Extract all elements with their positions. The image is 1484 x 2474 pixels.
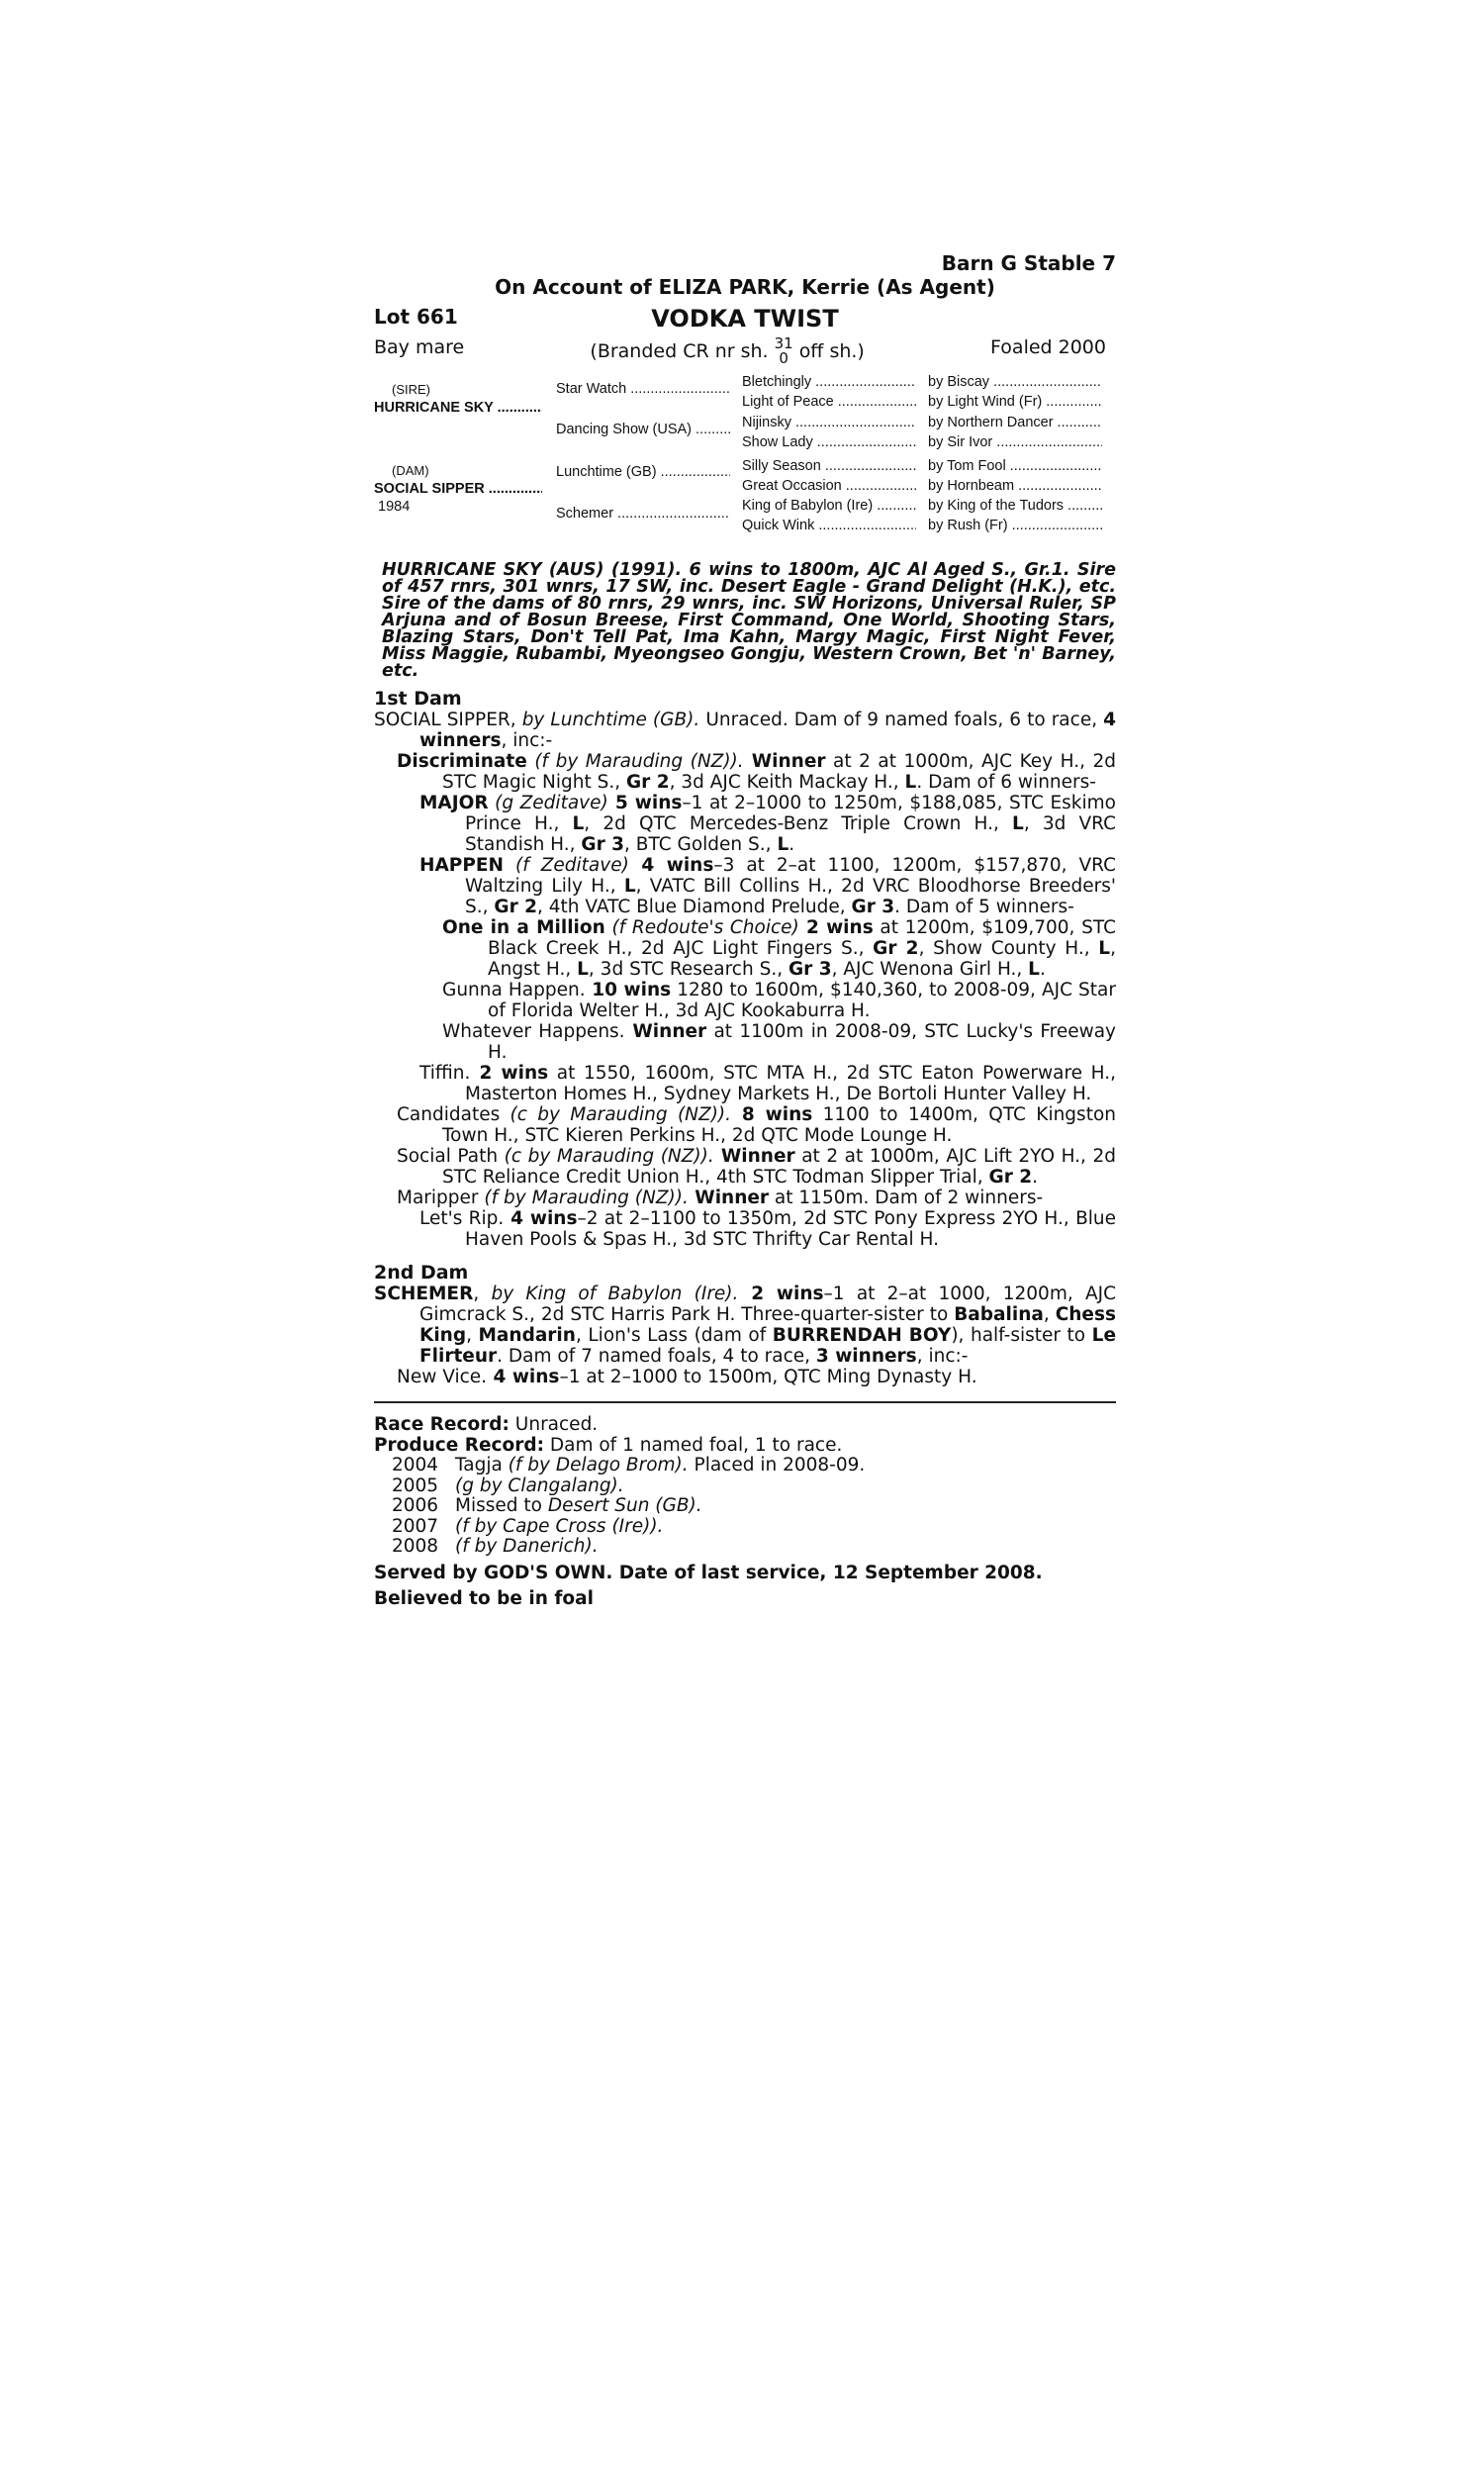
dam-sire: Lunchtime (GB) ..... — [556, 464, 730, 480]
gen3-5: Silly Season ..... — [742, 458, 916, 474]
produce-row: 2004 Tagja (f by Delago Brom). Placed in 2008-09. — [392, 1455, 866, 1475]
gen4-6: by Hornbeam ..... — [928, 478, 1102, 494]
gen3-2: Light of Peace ..... — [742, 394, 916, 410]
gen3-3: Nijinsky ..... — [742, 415, 916, 430]
progeny-entry: Gunna Happen. 10 wins 1280 to 1600m, $140,360, to 2008-09, AJC Star of Florida Welter H., 3d AJC Kookaburra H. — [442, 980, 1116, 1021]
gen3-8: Quick Wink ..... — [742, 518, 916, 533]
lot-number: Lot 661 — [374, 305, 458, 329]
brand-number — [775, 336, 793, 366]
barn-stable: Barn G Stable 7 — [941, 251, 1116, 275]
gen3-1: Bletchingly ..... — [742, 374, 916, 390]
foaled-year: Foaled 2000 — [990, 336, 1106, 358]
dam-entry: SCHEMER, by King of Babylon (Ire). 2 wins–1 at 2–at 1000, 1200m, AJC Gimcrack S., 2d STC Harris Park H. Three-quarter-sister to Babalina, Chess King, Mandarin, Lion's Lass (dam of BURRENDAH BOY), half-sister to Le Flirteur. Dam of 7 named foals, 4 to race, 3 winners, inc:- — [374, 1284, 1117, 1367]
dam-name-text: SOCIAL SIPPER — [374, 481, 485, 497]
gen4-7: by King of the Tudors ..... — [928, 498, 1102, 514]
gen4-1: by Biscay ..... — [928, 374, 1102, 390]
progeny-entry: Discriminate (f by Marauding (NZ)). Winner at 2 at 1000m, AJC Key H., 2d STC Magic Night S., Gr 2, 3d AJC Keith Mackay H., L. Dam of 6 winners- — [397, 751, 1117, 793]
horse-details — [374, 336, 1116, 366]
sire-tag: (SIRE) — [392, 382, 430, 397]
race-record: Race Record: Unraced. — [374, 1414, 599, 1435]
horse-color-sex: Bay mare — [374, 336, 465, 358]
brand-prefix: (Branded CR nr sh. — [590, 340, 769, 362]
brand-info — [590, 336, 864, 366]
progeny-entry: MAJOR (g Zeditave) 5 wins–1 at 2–1000 to 1250m, $188,085, STC Eskimo Prince H., L, 2d QTC Mercedes-Benz Triple Crown H., L, 3d VRC Standish H., Gr 3, BTC Golden S., L. — [419, 793, 1116, 855]
progeny-entry: Candidates (c by Marauding (NZ)). 8 wins 1100 to 1400m, QTC Kingston Town H., STC Kieren Perkins H., 2d QTC Mode Lounge H. — [397, 1104, 1116, 1146]
sire-sire: Star Watch ..... — [556, 381, 730, 397]
dam-dam: Schemer ..... — [556, 506, 730, 522]
horse-name: VODKA TWIST — [651, 305, 839, 333]
produce-record: Produce Record: Dam of 1 named foal, 1 to race. — [374, 1434, 843, 1456]
dam-tag: (DAM) — [392, 463, 429, 478]
lot-line — [374, 305, 1116, 333]
progeny-entry: Maripper (f by Marauding (NZ)). Winner at 1150m. Dam of 2 winners- — [397, 1188, 1044, 1208]
gen4-8: by Rush (Fr) ..... — [928, 518, 1102, 533]
progeny-entry: Tiffin. 2 wins at 1550, 1600m, STC MTA H., 2d STC Eaton Powerware H., Masterton Homes H., Sydney Markets H., De Bortoli Hunter Valley H. — [419, 1063, 1116, 1104]
foal-status: Believed to be in foal — [374, 1588, 594, 1609]
produce-row: 2008 (f by Danerich). — [392, 1536, 599, 1557]
catalogue-page — [374, 251, 1116, 1610]
first-dam-heading: 1st Dam — [374, 688, 462, 710]
brand-suffix: off sh.) — [798, 340, 865, 362]
gen4-2: by Light Wind (Fr) ..... — [928, 394, 1102, 410]
brand-num-bottom: 0 — [779, 349, 788, 367]
gen4-5: by Tom Fool ..... — [928, 458, 1102, 474]
vendor-line: On Account of ELIZA PARK, Kerrie (As Agent) — [495, 275, 995, 299]
produce-row: 2006 Missed to Desert Sun (GB). — [392, 1495, 702, 1516]
dam-name — [374, 481, 542, 497]
sire-dam: Dancing Show (USA) ..... — [556, 422, 730, 437]
progeny-entry: Social Path (c by Marauding (NZ)). Winner at 2 at 1000m, AJC Lift 2YO H., 2d STC Reliance Credit Union H., 4th STC Todman Slipper Trial, Gr 2. — [397, 1146, 1117, 1188]
sire-name — [374, 400, 542, 416]
dam-entry: SOCIAL SIPPER, by Lunchtime (GB). Unraced. Dam of 9 named foals, 6 to race, 4 winners, inc:- — [374, 710, 1117, 751]
progeny-entry: Let's Rip. 4 wins–2 at 2–1100 to 1350m, 2d STC Pony Express 2YO H., Blue Haven Pools & Spas H., 3d STC Thrifty Car Rental H. — [419, 1208, 1117, 1250]
gen3-7: King of Babylon (Ire) ..... — [742, 498, 916, 514]
sire-name-text: HURRICANE SKY — [374, 400, 494, 416]
sire-summary: HURRICANE SKY (AUS) (1991). 6 wins to 1800m, AJC Al Aged S., Gr.1. Sire of 457 rnrs, 301 wnrs, 17 SW, inc. Desert Eagle - Grand Delight (H.K.), etc. Sire of the dams of 80 rnrs, 29 wnrs, inc. SW Horizons, Universal Ruler, SP Arjuna and of Bosun Breese, First Command, One World, Shooting Stars, Blazing Stars, Don't Tell Pat, Ima Kahn, Margy Magic, First Night Fever, Miss Maggie, Rubambi, Myeongseo Gongju, Western Crown, Bet 'n' Barney, etc. — [382, 560, 1116, 681]
produce-row: 2007 (f by Cape Cross (Ire)). — [392, 1515, 664, 1537]
gen4-3: by Northern Dancer ..... — [928, 415, 1102, 430]
gen3-6: Great Occasion ..... — [742, 478, 916, 494]
produce-row: 2005 (g by Clangalang). — [392, 1475, 624, 1496]
brand-num-top: 31 — [774, 334, 793, 352]
progeny-entry: Whatever Happens. Winner at 1100m in 2008-09, STC Lucky's Freeway H. — [442, 1021, 1116, 1063]
dam-foaled-year: 1984 — [378, 499, 411, 515]
progeny-entry: New Vice. 4 wins–1 at 2–1000 to 1500m, QTC Ming Dynasty H. — [397, 1367, 977, 1387]
progeny-entry: HAPPEN (f Zeditave) 4 wins–3 at 2–at 1100, 1200m, $157,870, VRC Waltzing Lily H., L, VATC Bill Collins H., 2d VRC Bloodhorse Breeders' S., Gr 2, 4th VATC Blue Diamond Prelude, Gr 3. Dam of 5 winners- — [419, 855, 1116, 917]
progeny-entry: One in a Million (f Redoute's Choice) 2 wins at 1200m, $109,700, STC Black Creek H., 2d AJC Light Fingers S., Gr 2, Show County H., L, Angst H., L, 3d STC Research S., Gr 3, AJC Wenona Girl H., L. — [442, 917, 1116, 980]
divider — [374, 1401, 1116, 1403]
served-by: Served by GOD'S OWN. Date of last service, 12 September 2008. — [374, 1562, 1043, 1583]
gen4-4: by Sir Ivor ..... — [928, 434, 1102, 450]
pedigree-table — [374, 374, 1116, 544]
gen3-4: Show Lady ..... — [742, 434, 916, 450]
second-dam-heading: 2nd Dam — [374, 1262, 469, 1284]
